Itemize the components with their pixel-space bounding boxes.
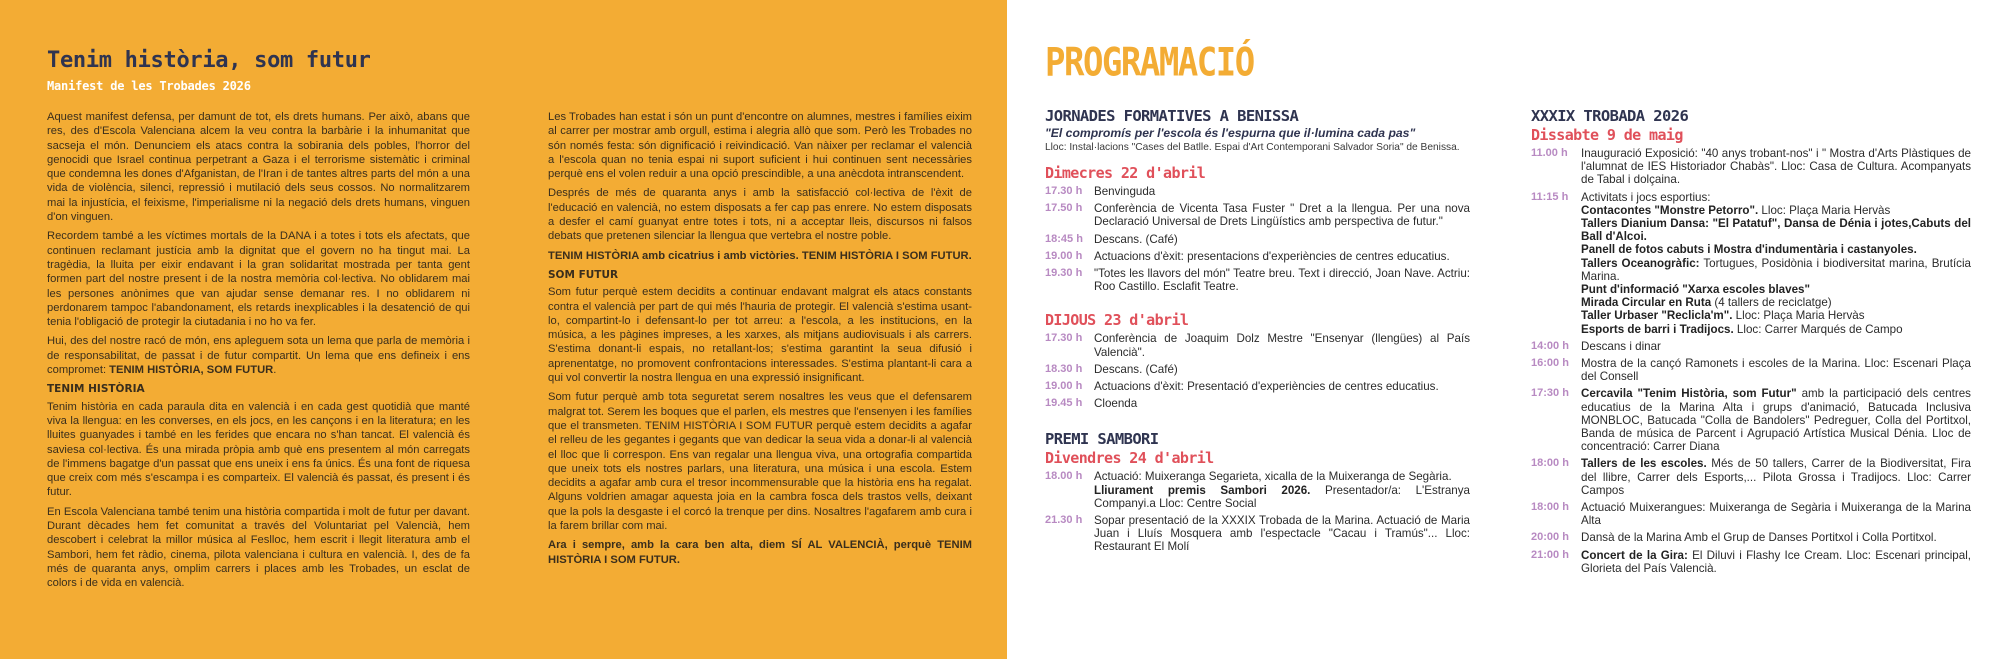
event-desc: "Totes les llavors del món" Teatre breu. Text i direcció, Joan Nave. Actriu: Roo Castillo. Esclafit Teatre. (1094, 267, 1470, 294)
event-time: 20:00 h (1531, 531, 1569, 544)
event-desc: Actuació: Muixeranga Segarieta, xicalla de la Muixeranga de Segària. Lliurament premis Sambori 2026. Presentador/a: L'Estranya Companyi.a Lloc: Centre Social (1094, 470, 1470, 510)
event-item (1045, 363, 1470, 376)
event-desc: Cercavila "Tenim Història, som Futur" amb la participació dels centres educatius de la Marina Alta i grups d'animació, Batucada Inclusiva MONBLOC, Batucada "Colla de Bandolers" Pedreguer, Colla del Portitxol, Banda de música de Parcent i Agrupació Artística Musical Dénia. Lloc de concentració: Carrer Diana (1581, 387, 1971, 454)
paragraph: Som futur perquè estem decidits a continuar endavant malgrat els atacs constants contra el valencià per part de qui més l'hauria de protegir. El valencià s'estima usant-lo, compartint-lo i defensant-lo per tot arreu: a l'escola, a les institucions, en la música, a les pàgines impreses, a les xarxes, als mitjans audiovisuals i als carrers. S'estima donant-li espais, no retallant-los; s'estima garantint la seua difusió i aprenentatge, no promovent confrontacions interessades. S'estima plantant-li cara a qui vol convertir la nostra llengua en una expressió insignificant. (548, 286, 972, 385)
event-desc: Actuacions d'èxit: Presentació d'experiències de centres educatius. (1094, 380, 1439, 394)
event-item (1045, 332, 1470, 358)
event-item (1045, 233, 1470, 246)
event-desc: Cloenda (1094, 397, 1138, 411)
activity-item: Tallers Dianium Dansa: "El Patatuf", Dansa de Dénia i jotes,Cabuts del Ball d'Alcoi. (1581, 217, 1971, 244)
event-desc: Benvinguda (1094, 185, 1156, 198)
event-time: 17.30 h (1045, 332, 1083, 345)
motto-emphasis: TENIM HISTÒRIA, SOM FUTUR (109, 364, 274, 377)
programacio-column-1 (1045, 107, 1470, 558)
day-title: Dissabte 9 de maig (1531, 126, 1683, 144)
event-desc: Dansà de la Marina Amb el Grup de Danses Portitxol i Colla Portitxol. (1581, 531, 1937, 545)
event-desc: Inauguració Exposició: "40 anys trobant-nos" i " Mostra d'Arts Plàstiques de l'alumnat de IES Historiador Chabàs". Lloc: Casa de Cultura. Acompanyats de Tabal i dolçaina. (1581, 147, 1971, 187)
activity-item: Mirada Circular en Ruta (4 tallers de reciclatge) (1581, 296, 1832, 310)
manifest-column-1 (47, 110, 470, 596)
event-highlight: Lliurament premis Sambori 2026. (1094, 483, 1311, 497)
paragraph: Després de més de quaranta anys i amb la satisfacció col·lectiva de l'èxit de l'educació en valencià, no estem disposats a fer cap pas enrere. No estem disposats a desfer el camí guanyat entre totes i tots, ni a acceptar lleis, discursos ni falsos debats que pretenen silenciar la llengua que vertebra el nostre poble. (548, 187, 972, 243)
event-desc: Conferència de Joaquim Dolz Mestre "Ensenyar (llengües) al País Valencià". (1094, 332, 1470, 359)
day-title: Divendres 24 d'abril (1045, 449, 1214, 468)
event-desc: Descans i dinar (1581, 339, 1661, 353)
jornades-place: Lloc: Instal·lacions "Cases del Batlle. Espai d'Art Contemporani Salvador Soria" de Benissa. (1045, 142, 1460, 153)
event-time: 18.00 h (1045, 470, 1083, 483)
event-time: 19.45 h (1045, 397, 1083, 410)
activity-item: Punt d'informació "Xarxa escoles blaves" (1581, 283, 1810, 297)
event-time: 16:00 h (1531, 357, 1569, 370)
event-desc: Conferència de Vicenta Tasa Fuster " Dret a la llengua. Per una nova Declaració Universal de Drets Lingüístics amb perspectiva de futur." (1094, 202, 1470, 229)
event-item (1531, 387, 1971, 453)
event-time: 21:00 h (1531, 548, 1569, 561)
event-desc: Descans. (Café) (1094, 232, 1178, 246)
event-time: 11:15 h (1531, 190, 1569, 203)
activity-item: Panell de fotos cabuts i Mostra d'indumentària i castanyoles. (1581, 243, 1917, 257)
event-desc: Descans. (Café) (1094, 362, 1178, 376)
event-item (1531, 501, 1971, 527)
event-item (1045, 250, 1470, 263)
event-item (1531, 147, 1971, 187)
manifest-title: Tenim història, som futur (47, 48, 371, 73)
event-time: 14:00 h (1531, 339, 1569, 352)
event-time: 21.30 h (1045, 514, 1083, 527)
event-desc: Actuació Muixerangues: Muixeranga de Segària i Muixeranga de la Marina Alta (1581, 501, 1971, 528)
event-time: 18:45 h (1045, 232, 1083, 245)
section-title-sambori: PREMI SAMBORI (1045, 430, 1159, 449)
day-title: Dimecres 22 d'abril (1045, 164, 1206, 182)
event-time: 11.00 h (1531, 147, 1568, 159)
paragraph: Recordem també a les víctimes mortals de la DANA i a totes i tots els afectats, que continuen reclamant justícia amb la dignitat que el govern no ha tingut mai. La tragèdia, la lluita per eixir endavant i la gran solidaritat mostrada per tanta gent formen part del nostre present i de la nostra memòria col·lectiva. No oblidarem mai les persones anònimes que van ajudar sense demanar res. I no oblidarem ni perdonarem tampoc l'abandonament, els retards inexplicables i la desatenció de qui tenia l'obligació de protegir la ciutadania i no ho va fer. (47, 230, 470, 329)
event-item (1045, 185, 1470, 198)
event-time: 18:00 h (1531, 457, 1569, 470)
event-item (1045, 514, 1470, 554)
paragraph-bold: TENIM HISTÒRIA amb cicatrius i amb victòries. TENIM HISTÒRIA I SOM FUTUR. (548, 249, 972, 262)
event-time: 17:30 h (1531, 387, 1569, 400)
paragraph: Hui, des del nostre racó de món, ens apleguem sota un lema que parla de memòria i de responsabilitat, de passat i de futur compartit. Un lema que ens defineix i ens compromet: TENIM HISTÒRIA, SOM FUTUR. (47, 335, 470, 377)
event-time: 19.30 h (1045, 267, 1083, 280)
event-desc: Activitats i jocs esportius: Contacontes "Monstre Petorro". Lloc: Plaça Maria Hervàs Tallers Dianium Dansa: "El Patatuf", Dansa de Dénia i jotes,Cabuts del Ball d'Alcoi. Panell de fotos cabuts i Mostra d'indumentària i castanyoles. Tallers Oceanogràfic: Tortugues, Posidònia i biodiversitat marina, Brutícia Marina. Punt d'informació "Xarxa escoles blaves" Mirada Circular en Ruta (4 tallers de reciclatge) Taller Urbaser "Reclicla'm". Lloc: Plaça Maria Hervàs Esports de barri i Tradijocs. Lloc: Carrer Marqués de Campo (1581, 190, 1971, 336)
closing-statement: Ara i sempre, amb la cara ben alta, diem SÍ AL VALENCIÀ, perquè TENIM HISTÒRIA I SOM FUTUR. (548, 539, 972, 566)
event-desc: Sopar presentació de la XXXIX Trobada de la Marina. Actuació de Maria Juan i Lluís Mosquera amb l'espectacle "Cacau i Tramús"... Lloc: Restaurant El Molí (1094, 514, 1470, 554)
paragraph: Les Trobades han estat i són un punt d'encontre on alumnes, mestres i famílies eixim al carrer per mostrar amb orgull, estima i alegria allò que som. Però les Trobades no són només festa: són dignificació i reivindicació. Van nàixer per reclamar el valencià a l'escola quan no tenia espai ni suport suficient i hui continuen sent necessàries perquè ens el volen reduir a una opció prescindible, a una anècdota intranscendent. (548, 111, 972, 181)
event-item (1045, 397, 1470, 410)
paragraph: En Escola Valenciana també tenim una història compartida i molt de futur per davant. Durant dècades hem fet comunitat a través del Voluntariat pel Valencià, hem descobert i celebrat la millor música al Feslloc, hem escrit i llegit literatura amb el Sambori, hem fet ràdio, cinema, pilota valenciana i cultura en valencià. I, des de fa més de quaranta anys, omplim carrers i places amb les Trobades, un esclat de colors i de vida en valencià. (47, 505, 470, 590)
activity-item: Tallers Oceanogràfic: Tortugues, Posidònia i biodiversitat marina, Brutícia Marina. (1581, 256, 1971, 283)
event-item (1045, 267, 1470, 293)
event-item (1045, 202, 1470, 228)
event-time: 18:00 h (1531, 501, 1569, 514)
section-heading-tenim-historia: TENIM HISTÒRIA (47, 383, 145, 396)
section-title-trobada: XXXIX TROBADA 2026 (1531, 107, 1689, 125)
paragraph: Som futur perquè amb tota seguretat serem nosaltres les veus que el defensarem malgrat tot. Serem les boques que el parlen, els mestres que l'ensenyen i les famílies que el transmeten. TENIM HISTÒRIA I SOM FUTUR perquè estem decidits a agafar el relleu de les gegantes i gegants que van dedicar la seua vida a donar-li al valencià el lloc que li correspon. Ens van regalar una llengua viva, una ortografia compartida que uneix tots els nostres parlars, una literatura, una música i una escola. Estem decidits a agafar amb cura el tresor incommensurable que la història ens ha regalat. Alguns voldrien amagar aquesta joia en la cambra fosca dels trastos vells, deixant que la pols la desgaste i el corcó la trenque per dins. Nosaltres l'agafarem amb cura i la farem brillar com mai. (548, 391, 972, 533)
event-time: 18.30 h (1045, 362, 1083, 375)
activity-item: Contacontes "Monstre Petorro". Lloc: Plaça Maria Hervàs (1581, 203, 1891, 217)
event-item (1045, 380, 1470, 393)
event-item (1531, 531, 1971, 544)
event-desc: Actuacions d'èxit: presentacions d'experiències de centres educatius. (1094, 249, 1450, 263)
event-desc: Tallers de les escoles. Més de 50 tallers, Carrer de la Biodiversitat, Fira del llibre, Carrer dels Esports,... Pilota Grossa i Tradijocs. Lloc: Carrer Campos (1581, 457, 1971, 497)
event-item (1045, 470, 1470, 510)
section-heading-som-futur: SOM FUTUR (548, 268, 619, 281)
event-time: 17.50 h (1045, 202, 1083, 215)
event-time: 19.00 h (1045, 249, 1083, 262)
event-item (1531, 457, 1971, 497)
event-item (1531, 191, 1971, 336)
event-item (1531, 549, 1971, 575)
day-title: DIJOUS 23 d'abril (1045, 311, 1189, 330)
activity-item: Esports de barri i Tradijocs. Lloc: Carrer Marqués de Campo (1581, 322, 1903, 336)
event-item (1531, 340, 1971, 353)
programacio-column-2 (1531, 107, 1971, 579)
manifest-subtitle: Manifest de les Trobades 2026 (47, 79, 251, 93)
manifest-column-2 (548, 110, 972, 572)
event-time: 17.30 h (1045, 185, 1083, 197)
paragraph: Tenim història en cada paraula dita en valencià i en cada gest quotidià que manté viva la llengua: en les converses, en els jocs, en les cançons i en la literatura; en les lluites guanyades i també en les ferides que encara no s'han tancat. El valencià és saviesa col·lectiva. És una mirada pròpia amb què ens presentem al món carregats de l'immens bagatge d'un passat que ens uneix i ens fa únics. És una font de riquesa que creix com més s'escampa i es comparteix. El valencià és passat, és present i és futur. (47, 400, 470, 499)
event-item (1531, 357, 1971, 383)
paragraph: Aquest manifest defensa, per damunt de tot, els drets humans. Per això, abans que res, des d'Escola Valenciana alcem la veu contra la barbàrie i la inhumanitat que sacseja el món. Denunciem els atacs contra la sobirania dels pobles, l'horror del genocidi que Israel continua perpetrant a Gaza i el terrorisme sistemàtic i criminal que condemna les dones d'Afganistan, de l'Iran i de tantes altres parts del món a una vida de violència, silenci, repressió i mutilació dels seus cossos. No normalitzarem mai la injustícia, el feixisme, l'imperialisme ni la negació dels drets humans, vinguen d'on vinguen. (47, 111, 470, 224)
jornades-motto: "El compromís per l'escola és l'espurna que il·lumina cada pas" (1045, 126, 1416, 140)
programacio-title: PROGRAMACIÓ (1045, 40, 1254, 86)
event-time: 19.00 h (1045, 380, 1083, 393)
event-desc: Concert de la Gira: El Diluvi i Flashy Ice Cream. Lloc: Escenari principal, Glorieta del País Valencià. (1581, 548, 1971, 575)
activity-item: Taller Urbaser "Reclicla'm". Lloc: Plaça Maria Hervàs (1581, 309, 1865, 323)
section-title-jornades: JORNADES FORMATIVES A BENISSA (1045, 107, 1299, 125)
event-desc: Mostra de la cançó Ramonets i escoles de la Marina. Lloc: Escenari Plaça del Consell (1581, 357, 1971, 384)
